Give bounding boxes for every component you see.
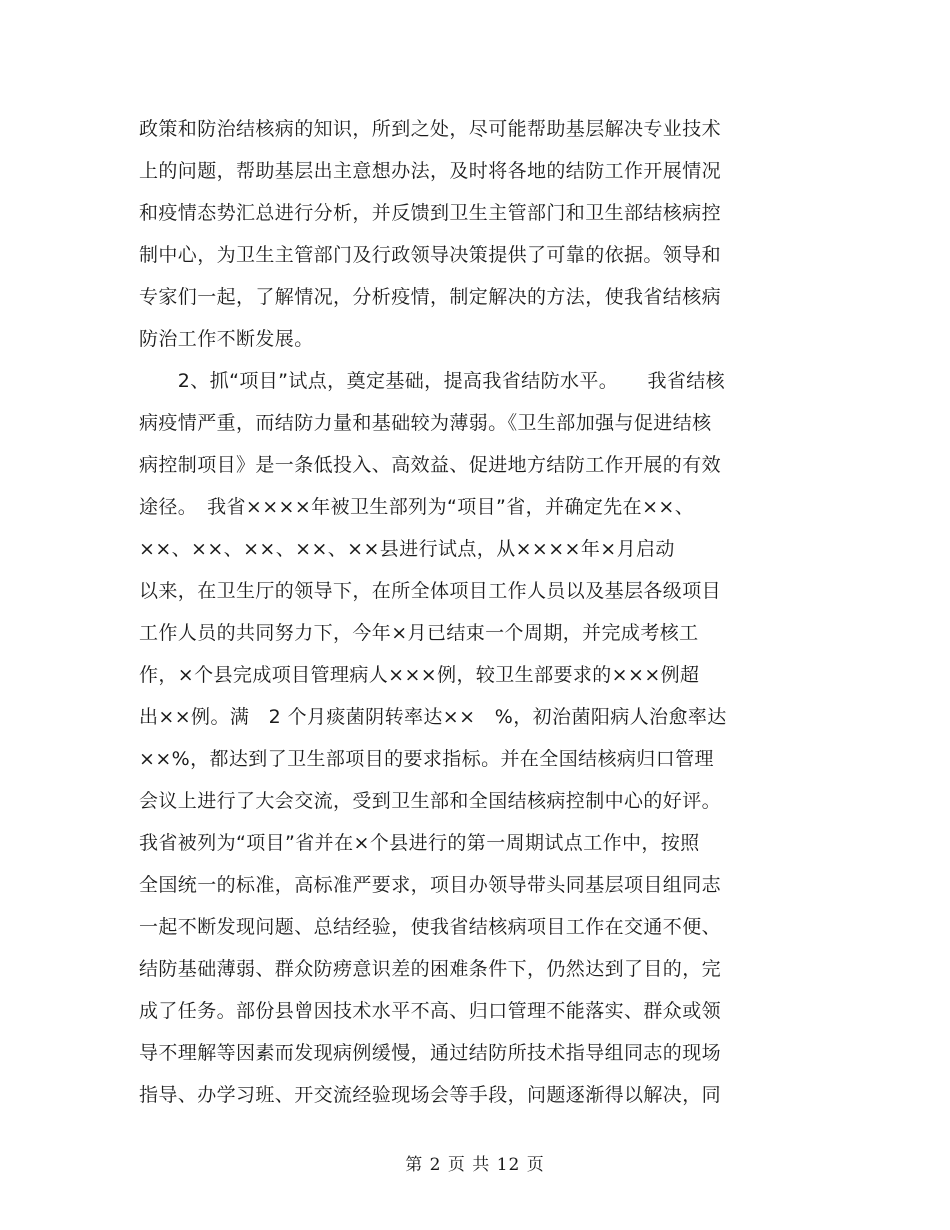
text-line: 专家们一起，了解情况，分析疫情，制定解决的方法，使我省结核病	[139, 286, 722, 308]
text-line: ××%，都达到了卫生部项目的要求指标。并在全国结核病归口管理	[139, 748, 714, 770]
text-line: 全国统一的标准，高标准严要求，项目办领导带头同基层项目组同志	[139, 874, 722, 896]
text-line: 会议上进行了大会交流，受到卫生部和全国结核病控制中心的好评。	[139, 790, 722, 812]
text-line: 防治工作不断发展。	[139, 328, 314, 350]
text-line: 病疫情严重，而结防力量和基础较为薄弱。《卫生部加强与促进结核	[139, 412, 712, 434]
text-line: 和疫情态势汇总进行分析，并反馈到卫生主管部门和卫生部结核病控	[139, 202, 722, 224]
text-line: ××、××、××、××、××县进行试点，从××××年×月启动	[139, 538, 675, 560]
text-line: 2、抓“项目”试点，奠定基础，提高我省结防水平。 我省结核	[139, 370, 726, 392]
text-line: 成了任务。部份县曾因技术水平不高、归口管理不能落实、群众或领	[139, 1000, 722, 1022]
text-line: 导不理解等因素而发现病例缓慢，通过结防所技术指导组同志的现场	[139, 1042, 722, 1064]
page-number-footer: 第 2 页 共 12 页	[405, 1155, 545, 1175]
text-line: 我省被列为“项目”省并在×个县进行的第一周期试点工作中，按照	[139, 832, 700, 854]
text-line: 病控制项目》是一条低投入、高效益、促进地方结防工作开展的有效	[139, 454, 722, 476]
text-line: 政策和防治结核病的知识，所到之处，尽可能帮助基层解决专业技术	[139, 118, 722, 140]
text-line: 上的问题，帮助基层出主意想办法，及时将各地的结防工作开展情况	[139, 160, 722, 182]
body-text	[139, 108, 839, 1116]
text-line: 以来，在卫生厅的领导下，在所全体项目工作人员以及基层各级项目	[139, 580, 722, 602]
text-line: 制中心，为卫生主管部门及行政领导决策提供了可靠的依据。领导和	[139, 244, 722, 266]
text-line: 结防基础薄弱、群众防痨意识差的困难条件下，仍然达到了目的，完	[139, 958, 722, 980]
text-line: 途径。 我省××××年被卫生部列为“项目”省，并确定先在××、	[139, 496, 695, 518]
text-line: 指导、办学习班、开交流经验现场会等手段，问题逐渐得以解决，同	[139, 1084, 722, 1106]
text-line: 作，×个县完成项目管理病人×××例，较卫生部要求的×××例超	[139, 664, 700, 686]
text-line: 出××例。满 2 个月痰菌阴转率达×× %，初治菌阳病人治愈率达	[139, 706, 727, 728]
text-line: 一起不断发现问题、总结经验，使我省结核病项目工作在交通不便、	[139, 916, 722, 938]
text-line: 工作人员的共同努力下，今年×月已结束一个周期，并完成考核工	[139, 622, 699, 644]
